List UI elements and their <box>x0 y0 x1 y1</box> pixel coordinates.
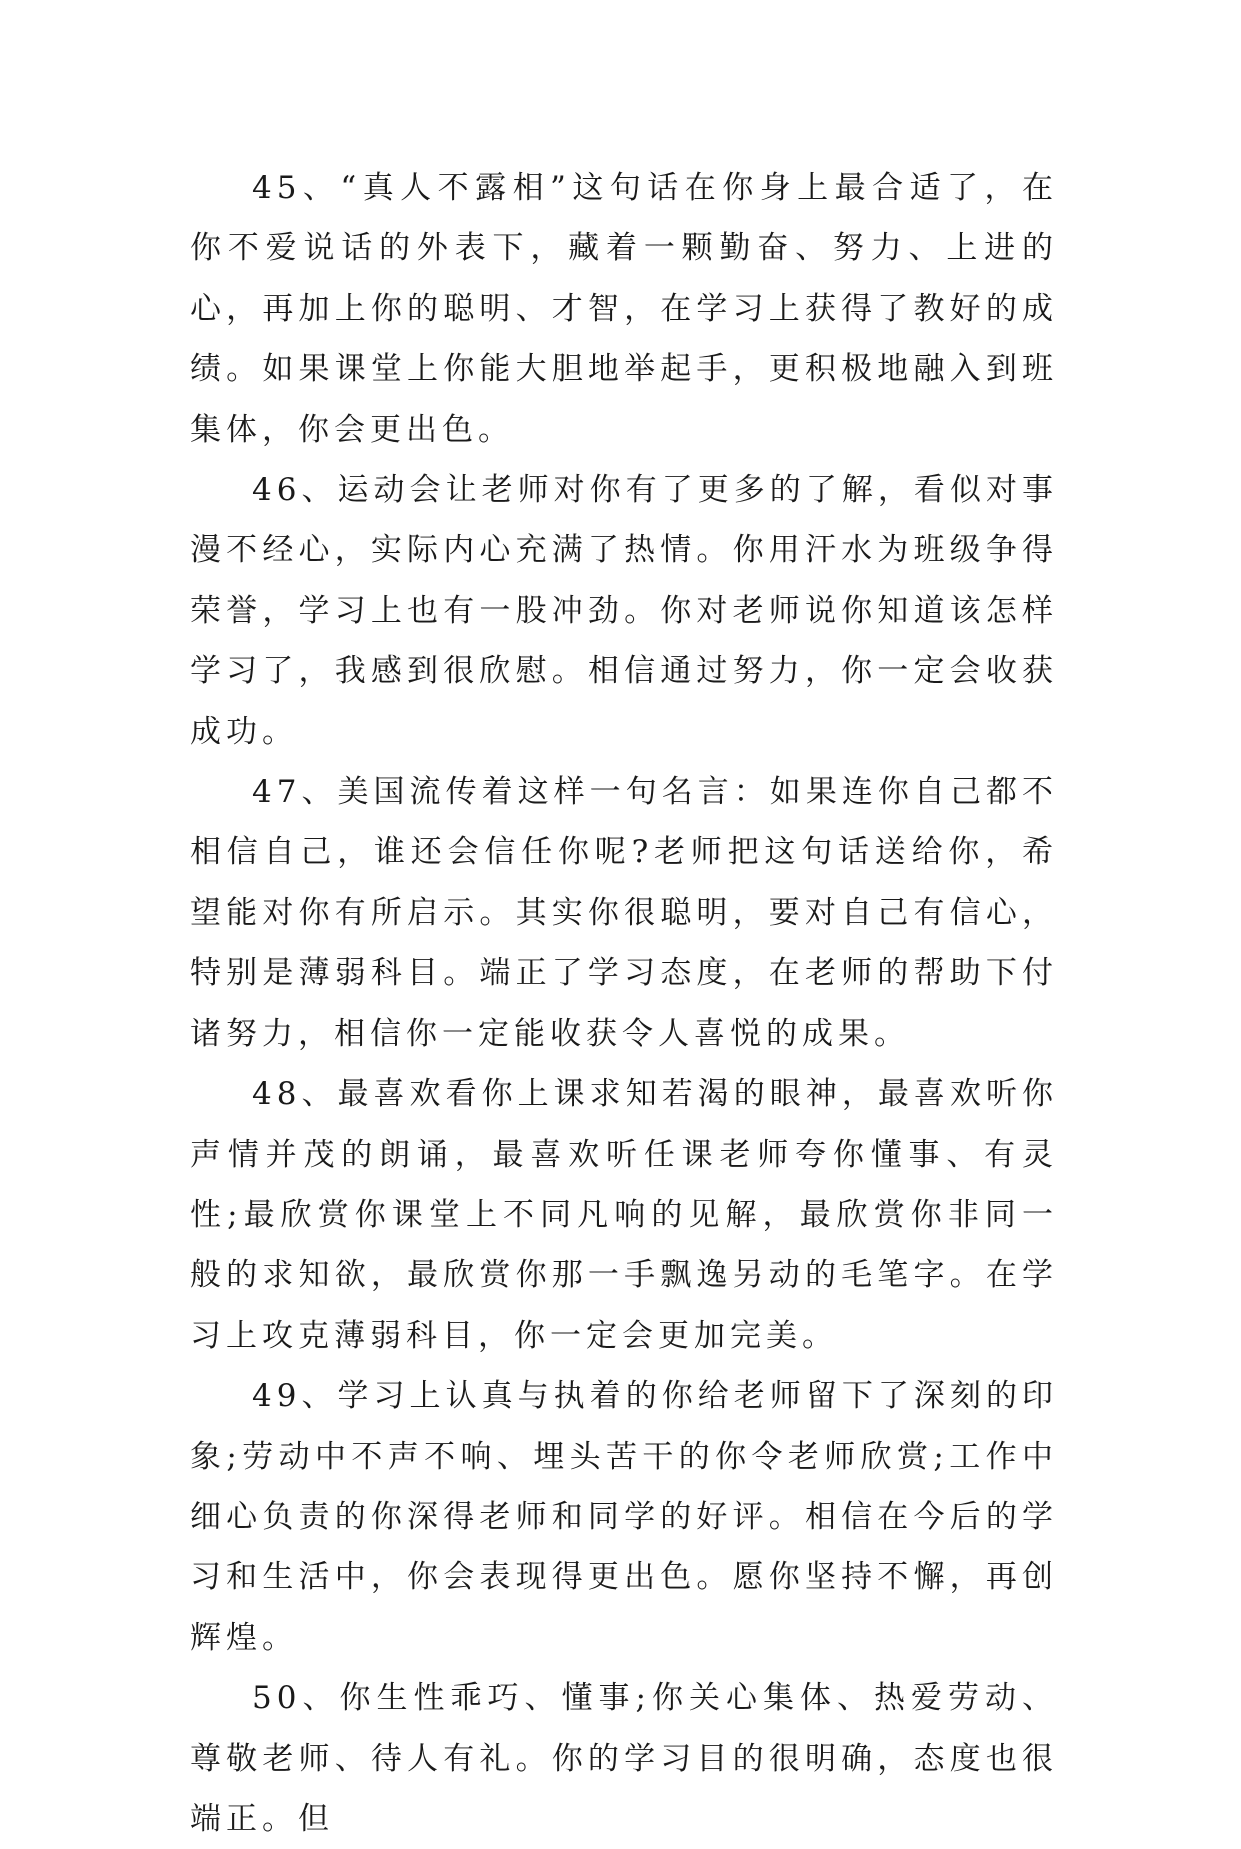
paragraph-45: 45、“真人不露相”这句话在你身上最合适了，在你不爱说话的外表下，藏着一颗勤奋、努力、上进的心，再加上你的聪明、才智，在学习上获得了教好的成绩。如果课堂上你能大胆地举起手，更积极地融入到班集体，你会更出色。 <box>190 170 1058 448</box>
document-body <box>190 158 1058 1849</box>
paragraph-47: 47、美国流传着这样一句名言：如果连你自己都不相信自己，谁还会信任你呢?老师把这句话送给你，希望能对你有所启示。其实你很聪明，要对自己有信心，特别是薄弱科目。端正了学习态度，在老师的帮助下付诸努力，相信你一定能收获令人喜悦的成果。 <box>190 774 1058 1052</box>
paragraph-48: 48、最喜欢看你上课求知若渴的眼神，最喜欢听你声情并茂的朗诵，最喜欢听任课老师夸你懂事、有灵性;最欣赏你课堂上不同凡响的见解，最欣赏你非同一般的求知欲，最欣赏你那一手飘逸另动的毛笔字。在学习上攻克薄弱科目，你一定会更加完美。 <box>190 1076 1058 1354</box>
paragraph-46: 46、运动会让老师对你有了更多的了解，看似对事漫不经心，实际内心充满了热情。你用汗水为班级争得荣誉，学习上也有一股冲劲。你对老师说你知道该怎样学习了，我感到很欣慰。相信通过努力，你一定会收获成功。 <box>190 472 1058 750</box>
paragraph-50: 50、你生性乖巧、懂事;你关心集体、热爱劳动、尊敬老师、待人有礼。你的学习目的很明确，态度也很端正。但 <box>190 1680 1058 1837</box>
paragraph-49: 49、学习上认真与执着的你给老师留下了深刻的印象;劳动中不声不响、埋头苦干的你令老师欣赏;工作中细心负责的你深得老师和同学的好评。相信在今后的学习和生活中，你会表现得更出色。愿你坚持不懈，再创辉煌。 <box>190 1378 1058 1656</box>
